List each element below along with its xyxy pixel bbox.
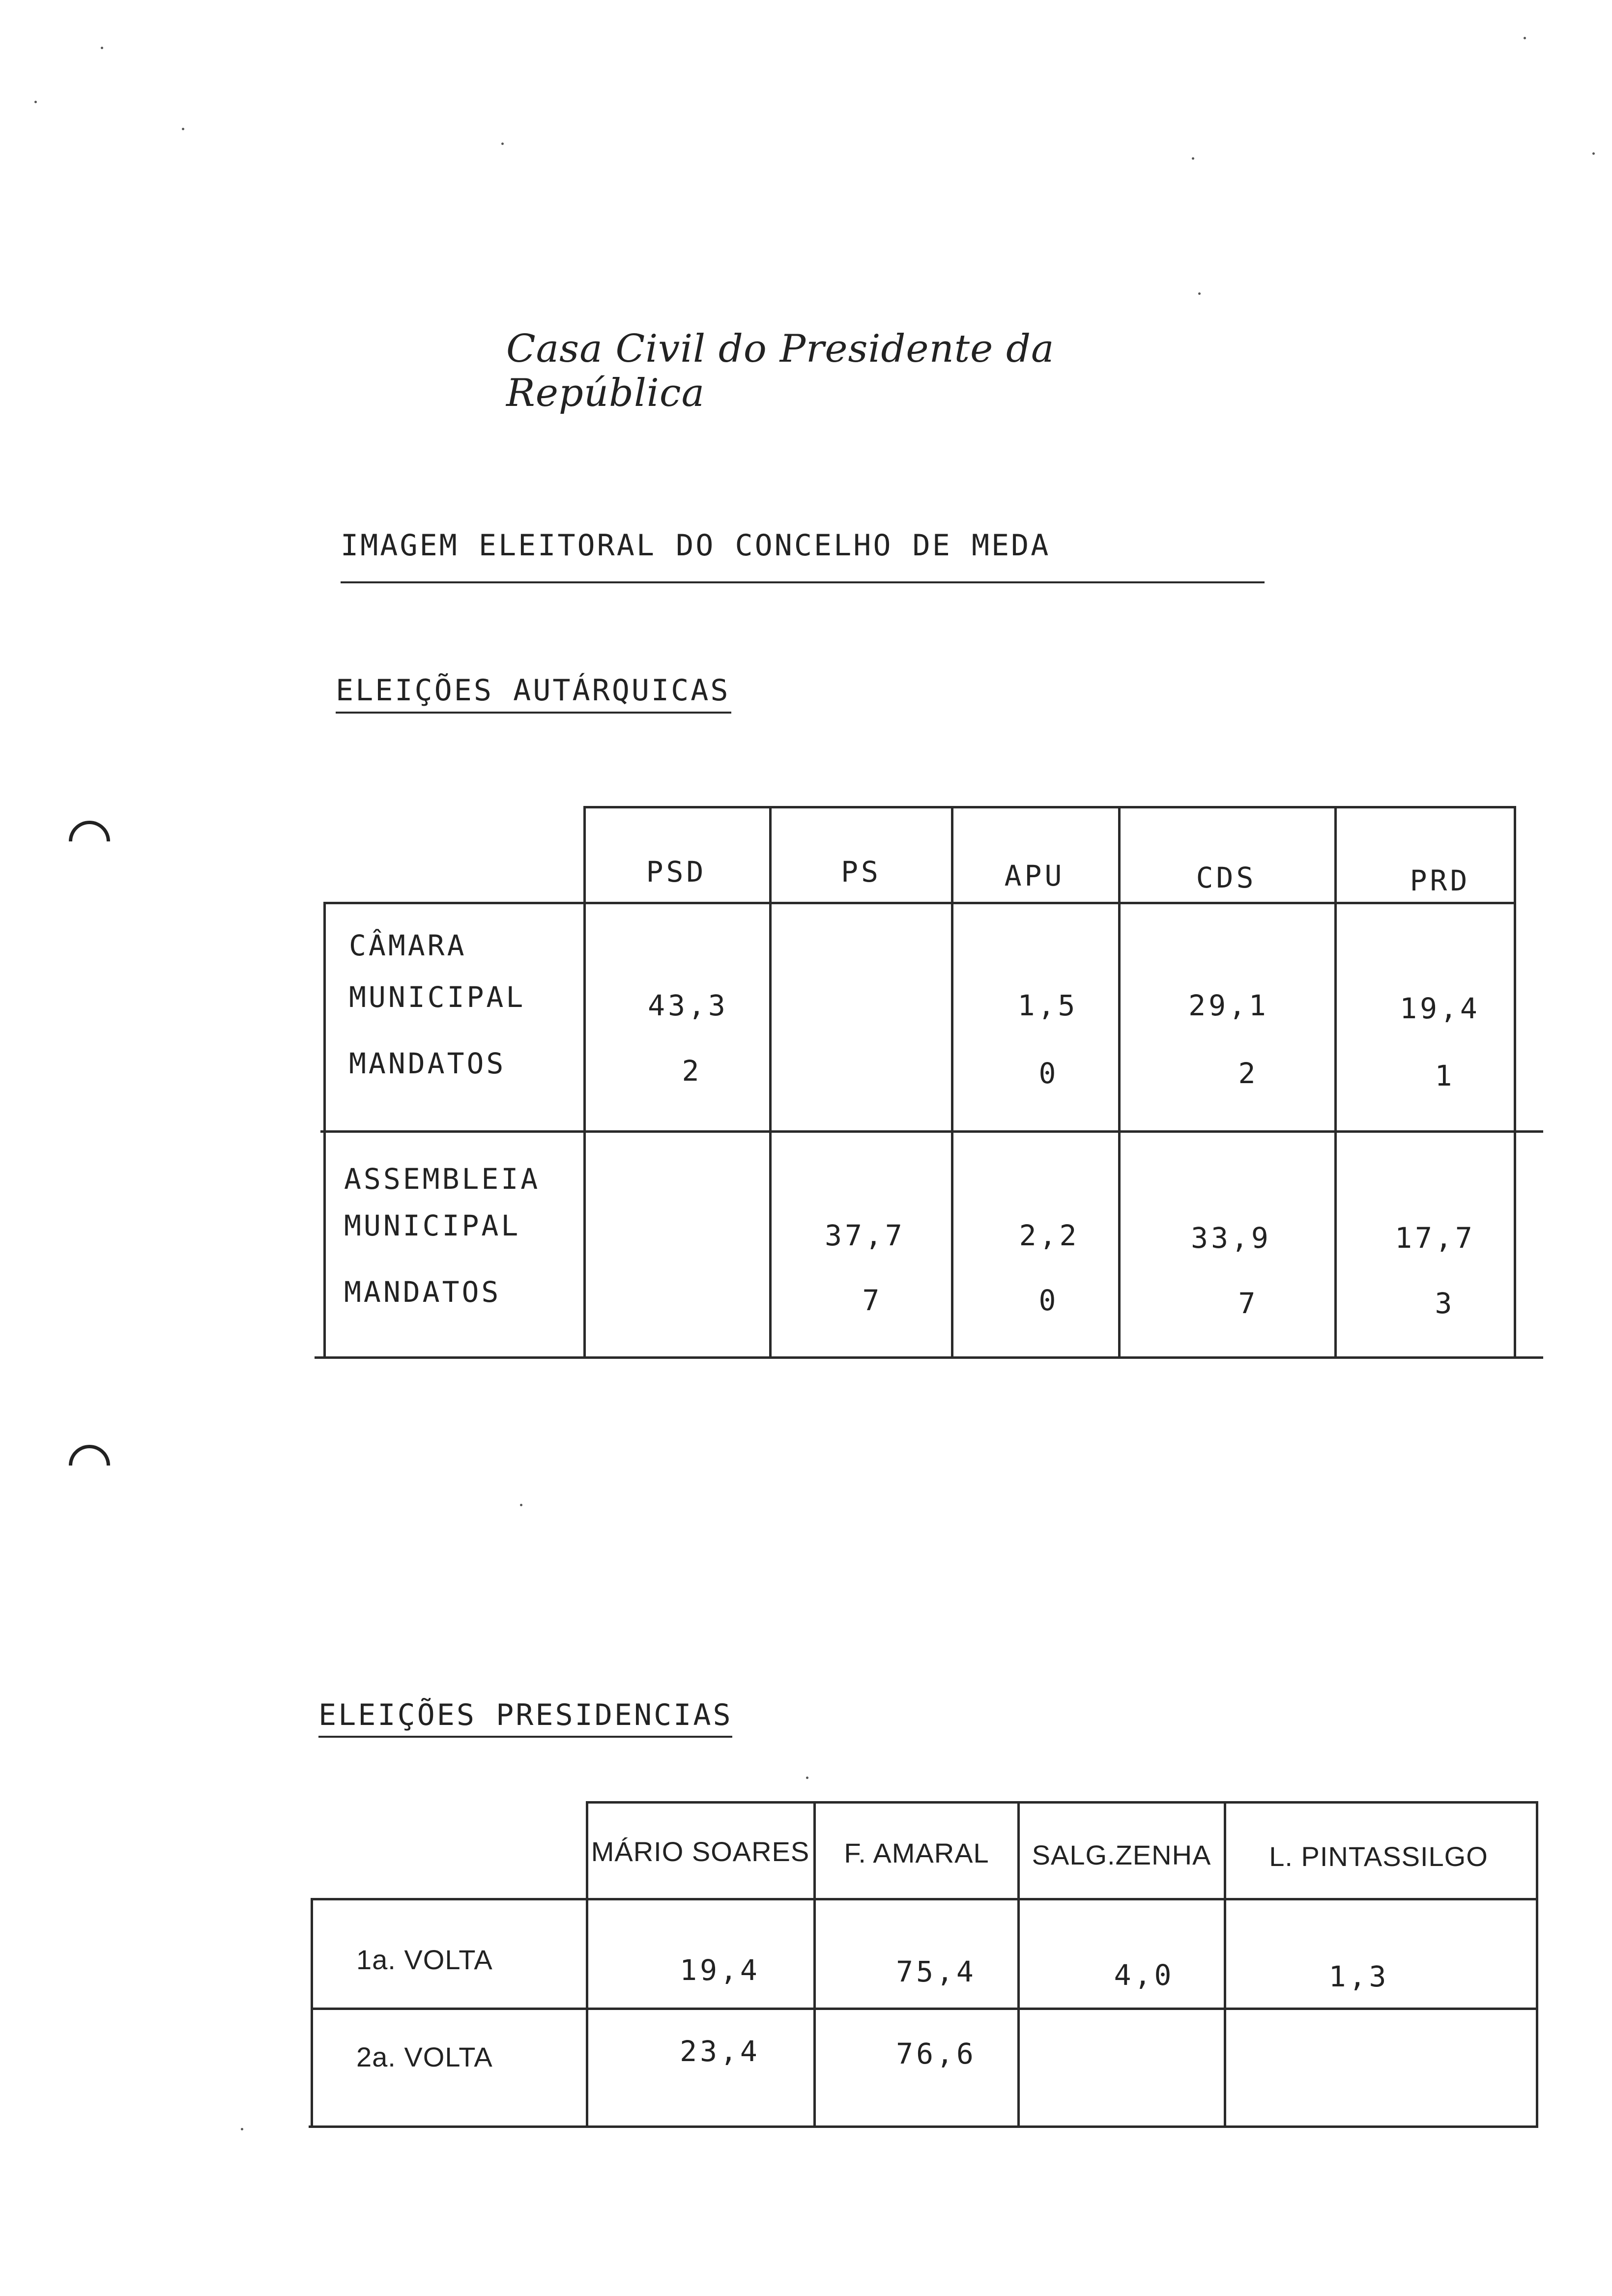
column-header-f-amaral: F. AMARAL <box>844 1837 989 1868</box>
row-label-mandatos: MANDATOS <box>344 1275 501 1309</box>
scan-speck <box>806 1777 808 1779</box>
table-row-divider <box>320 1130 1543 1133</box>
volta1-salg-zenha: 4,0 <box>1114 1958 1175 1992</box>
row-label-camara: CÂMARA <box>349 929 467 962</box>
col-divider <box>1118 806 1121 1359</box>
camara-mandates-apu: 0 <box>1038 1057 1059 1090</box>
col-divider <box>583 806 586 1359</box>
col-divider <box>769 806 772 1359</box>
table-border-right <box>1536 1801 1538 2128</box>
volta1-mario-soares: 19,4 <box>680 1953 760 1987</box>
row-label-municipal: MUNICIPAL <box>344 1209 521 1242</box>
camara-percent-cds: 29,1 <box>1188 989 1269 1022</box>
assembleia-percent-cds: 33,9 <box>1191 1221 1271 1255</box>
table-row-divider <box>311 2008 1538 2010</box>
scan-speck <box>501 143 504 145</box>
table-border-top <box>587 1801 1538 1804</box>
assembleia-mandates-cds: 7 <box>1238 1287 1259 1320</box>
scan-speck <box>101 47 103 49</box>
assembleia-mandates-prd: 3 <box>1435 1287 1455 1320</box>
assembleia-mandates-ps: 7 <box>862 1284 883 1317</box>
camara-mandates-cds: 2 <box>1238 1057 1259 1090</box>
scan-speck <box>241 2128 243 2130</box>
column-header-l-pintassilgo: L. PINTASSILGO <box>1269 1841 1488 1872</box>
table-border-bottom <box>315 1356 1543 1359</box>
camara-percent-apu: 1,5 <box>1017 989 1078 1022</box>
letterhead: Casa Civil do Presidente da República <box>506 327 1055 415</box>
scan-speck <box>34 101 37 103</box>
scan-speck <box>1192 157 1194 160</box>
volta2-f-amaral: 76,6 <box>896 2037 977 2070</box>
row-label-mandatos: MANDATOS <box>349 1047 506 1080</box>
col-divider <box>1224 1801 1226 2128</box>
col-divider <box>951 806 953 1359</box>
document-title: IMAGEM ELEITORAL DO CONCELHO DE MEDA <box>341 528 1051 563</box>
column-header-prd: PRD <box>1410 864 1470 897</box>
camara-percent-prd: 19,4 <box>1400 992 1480 1025</box>
punch-hole-mark <box>60 1436 119 1495</box>
col-divider <box>1017 1801 1020 2128</box>
scan-speck <box>1592 152 1595 155</box>
column-header-apu: APU <box>1004 859 1065 892</box>
column-header-psd: PSD <box>646 855 707 889</box>
col-divider <box>1334 806 1337 1359</box>
scan-speck <box>1524 37 1526 39</box>
volta1-l-pintassilgo: 1,3 <box>1328 1960 1389 1993</box>
camara-percent-psd: 43,3 <box>648 989 728 1022</box>
volta1-f-amaral: 75,4 <box>896 1955 977 1988</box>
table-header-divider <box>312 1898 1538 1900</box>
row-label-assembleia: ASSEMBLEIA <box>344 1162 541 1196</box>
column-header-mario-soares: MÁRIO SOARES <box>591 1836 810 1867</box>
presidenciais-heading: ELEIÇÕES PRESIDENCIAS <box>318 1698 733 1732</box>
table-border-bottom <box>309 2125 1537 2128</box>
autarquicas-underline <box>336 712 731 714</box>
col-divider <box>586 1801 588 2128</box>
camara-mandates-prd: 1 <box>1435 1059 1455 1092</box>
presidenciais-underline <box>318 1736 732 1738</box>
title-underline <box>341 581 1265 583</box>
assembleia-mandates-apu: 0 <box>1038 1284 1059 1317</box>
column-header-cds: CDS <box>1196 861 1257 894</box>
table-border-right <box>1514 806 1516 1359</box>
row-label-municipal: MUNICIPAL <box>349 980 526 1014</box>
table-border-top <box>585 806 1514 808</box>
camara-mandates-psd: 2 <box>682 1054 702 1088</box>
col-divider <box>813 1801 816 2128</box>
volta2-mario-soares: 23,4 <box>680 2035 760 2068</box>
table-border-left <box>323 902 326 1359</box>
assembleia-percent-ps: 37,7 <box>825 1219 905 1252</box>
column-header-salg-zenha: SALG.ZENHA <box>1032 1839 1211 1870</box>
scan-speck <box>520 1504 522 1506</box>
row-label-1a-volta: 1a. VOLTA <box>356 1944 493 1975</box>
row-label-2a-volta: 2a. VOLTA <box>356 2041 493 2072</box>
scan-speck <box>1198 292 1201 295</box>
table-border-left <box>311 1898 313 2128</box>
punch-hole-mark <box>60 812 119 871</box>
assembleia-percent-prd: 17,7 <box>1395 1221 1475 1255</box>
column-header-ps: PS <box>841 855 881 889</box>
autarquicas-heading: ELEIÇÕES AUTÁRQUICAS <box>336 673 730 708</box>
assembleia-percent-apu: 2,2 <box>1019 1219 1080 1252</box>
scan-speck <box>182 128 184 130</box>
